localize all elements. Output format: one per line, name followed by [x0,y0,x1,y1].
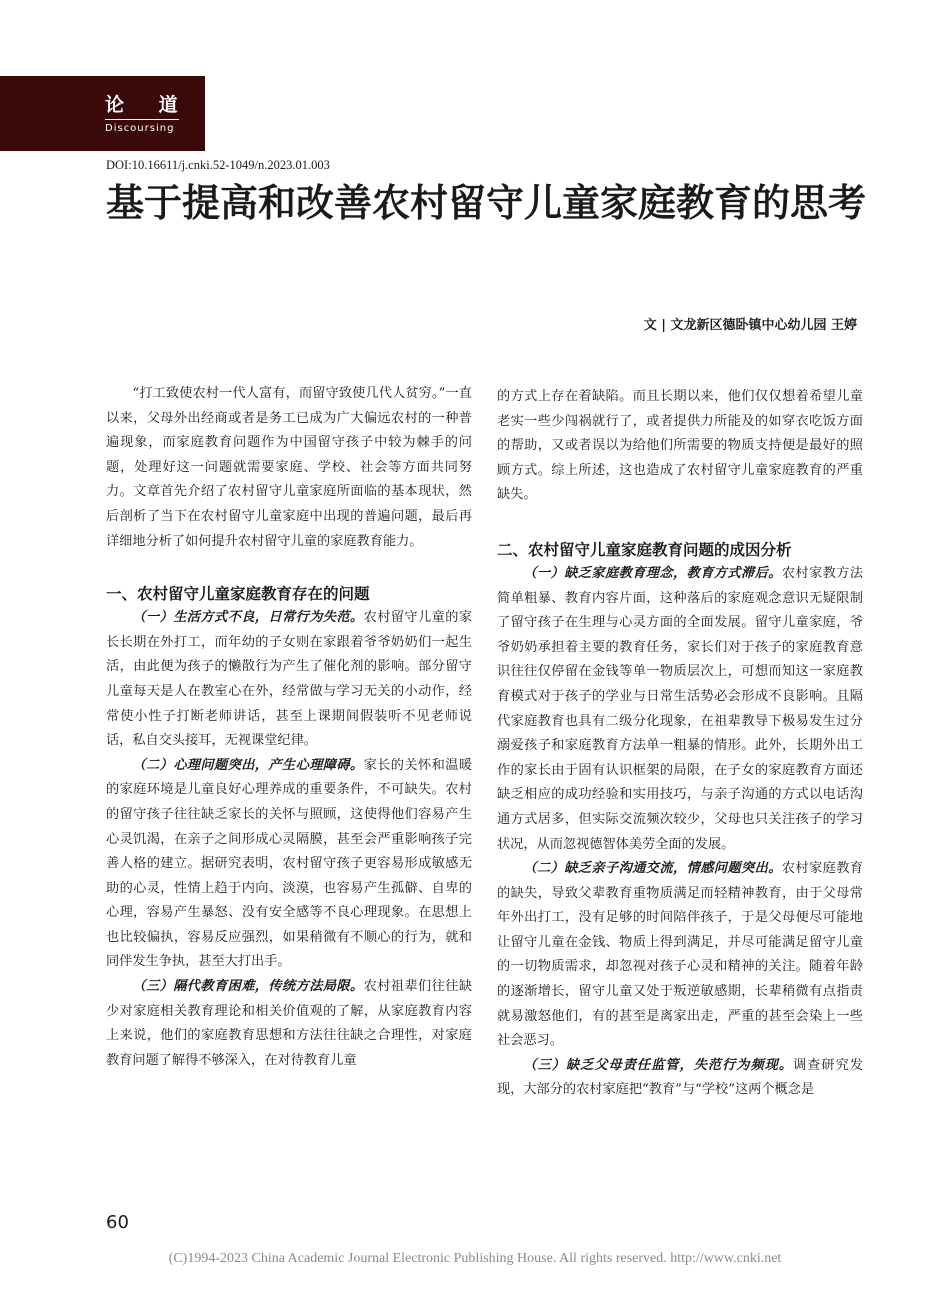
section-tag [0,76,205,151]
author-line: 文 | 文龙新区德卧镇中心幼儿园 王婷 [643,318,857,333]
paragraph-lead: （二）缺乏亲子沟通交流，情感问题突出。 [523,861,782,877]
section-divider [105,119,179,120]
paragraph [497,857,863,1054]
paragraph-body: 农村家教方法简单粗暴、教育内容片面，这种落后的家庭观念意识无疑限制了留守孩子在生理与心灵方面的全面发展。留守儿童家庭，爷爷奶奶承担着主要的教育任务，家长们对于孩子的家庭教育意识往往仅停留在金钱等单一物质层次上，可想而知这一家庭教育模式对于孩子的学业与日常生活势必会形成不良影响。且隔代家庭教育也具有二级分化现象，在祖辈教导下极易发生过分溺爱孩子和家庭教育方法单一粗暴的情形。此外，长期外出工作的家长由于固有认识框架的局限，在子女的家庭教育方面还缺乏相应的成功经验和实用技巧，与亲子沟通的方式以电话沟通方式居多，但实际交流频次较少，父母也只关注孩子的学习状况，从而忽视德智体美劳全面的发展。 [497,565,864,852]
paragraph [497,1054,863,1103]
paragraph-lead: （一）生活方式不良，日常行为失范。 [132,610,364,626]
section1-heading: 一、农村留守儿童家庭教育存在的问题 [106,585,370,604]
paragraph-body: 农村留守儿童的家长长期在外打工，而年幼的子女则在家跟着爷爷奶奶们一起生活，由此便为孩子的懒散行为产生了催化剂的影响。部分留守儿童每天是人在教室心在外，经常做与学习无关的小动作，经常使小性子打断老师讲话，甚至上课期间假装听不见老师说话，私自交头接耳，无视课堂纪律。 [106,610,473,749]
paragraph [106,754,472,975]
left-column [106,382,472,1073]
section2-heading: 二、农村留守儿童家庭教育问题的成因分析 [497,540,792,559]
copyright-footer: (C)1994-2023 China Academic Journal Electronic Publishing House. All rights reserved. http://www.cnki.net [168,1251,782,1266]
page-number: 60 [106,1212,129,1233]
doi: DOI:10.16611/j.cnki.52-1049/n.2023.01.003 [106,158,330,172]
paragraph-lead: （二）心理问题突出，产生心理障碍。 [132,757,364,773]
paragraph [106,975,472,1073]
article-title: 基于提高和改善农村留守儿童家庭教育的思考 [106,181,867,225]
paragraph-body: 农村祖辈们往往缺少对家庭相关教育理论和相关价值观的了解，从家庭教育内容上来说，他们的家庭教育思想和方法往往缺之合理性，对家庭教育问题了解得不够深入，在对待教育儿童 [106,979,473,1068]
section-title: 论 道 [105,94,192,116]
paragraph-body: 调查研究发现，大部分的农村家庭把“教育”与“学校”这两个概念是 [497,1057,864,1098]
paragraph-lead: （三）缺乏父母责任监管，失范行为频现。 [523,1057,794,1073]
paragraph [497,562,863,857]
paragraph-lead: （一）缺乏家庭教育理念，教育方式滞后。 [523,565,782,581]
continued-paragraph: 的方式上存在着缺陷。而且长期以来，他们仅仅想着希望儿童老实一些少闯祸就行了，或者提供力所能及的如穿衣吃饭方面的帮助，又或者误以为给他们所需要的物质支持便是最好的照顾方式。综上所述，这也造成了农村留守儿童家庭教育的严重缺失。 [497,389,863,503]
paragraph-lead: （三）隔代教育困难，传统方法局限。 [132,979,364,995]
paragraph [106,606,472,754]
right-column [497,385,863,1103]
paragraph-body: 家长的关怀和温暖的家庭环境是儿童良好心理养成的重要条件，不可缺失。农村的留守孩子往往缺乏家长的关怀与照顾，这使得他们容易产生心灵饥渴，在亲子之间形成心灵隔膜，甚至会严重影响孩子完善人格的建立。据研究表明，农村留守孩子更容易形成敏感无助的心灵，性情上趋于内向、淡漠，也容易产生孤僻、自卑的心理，容易产生暴怒、没有安全感等不良心理现象。在思想上也比较偏执，容易反应强烈，如果稍微有不顺心的行为，就和同伴发生争执，甚至大打出手。 [106,757,473,970]
intro-paragraph: “打工致使农村一代人富有，而留守致使几代人贫穷。”一直以来，父母外出经商或者是务工已成为广大偏远农村的一种普遍现象，而家庭教育问题作为中国留守孩子中较为棘手的问题，处理好这一问题就需要家庭、学校、社会等方面共同努力。文章首先介绍了农村留守儿童家庭所面临的基本现状，然后剖析了当下在农村留守儿童家庭中出现的普遍问题，最后再详细地分析了如何提升农村留守儿童的家庭教育能力。 [106,386,472,549]
paragraph-body: 农村家庭教育的缺失，导致父辈教育重物质满足而轻精神教育，由于父母常年外出打工，没有足够的时间陪伴孩子，于是父母便尽可能地让留守儿童在金钱、物质上得到满足，并尽可能满足留守儿童的一切物质需求，却忽视对孩子心灵和精神的关注。随着年龄的逐渐增长，留守儿童又处于叛逆敏感期，长辈稍微有点指责就易激怒他们，有的甚至是离家出走，严重的甚至会染上一些社会恶习。 [497,861,864,1049]
section-subtitle: Discoursing [105,123,175,134]
